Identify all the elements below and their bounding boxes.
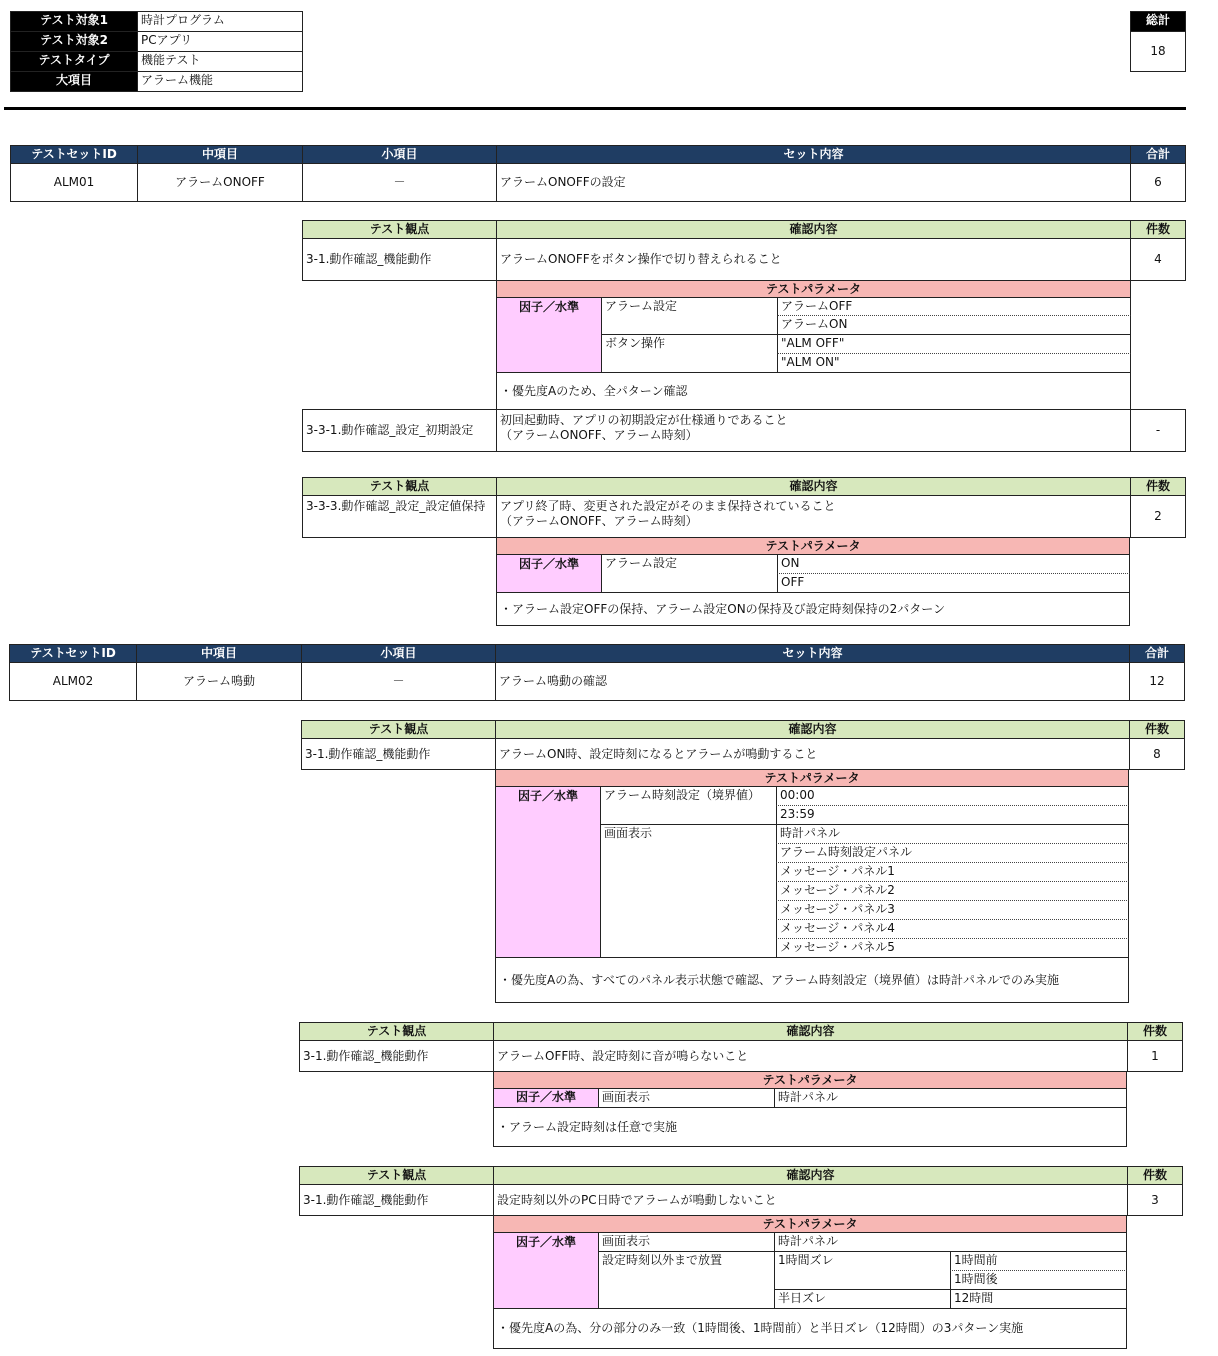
viewpoint-value: 3-1.動作確認_機能動作 (299, 1184, 494, 1216)
col-small: 小項目 (301, 644, 496, 663)
factor-name: 設定時刻以外まで放置 (598, 1251, 775, 1309)
sub-level-value: 12時間 (950, 1289, 1127, 1309)
check-value (496, 495, 1131, 538)
level-value: メッセージ・パネル3 (776, 900, 1129, 920)
level-value: ON (777, 554, 1130, 574)
col-sum: 合計 (1130, 145, 1186, 164)
col-viewpoint: テスト観点 (302, 477, 497, 496)
factor-name: アラーム時刻設定（境界値） (600, 786, 777, 825)
param-header: テストパラメータ (496, 280, 1131, 298)
viewpoint-value: 3-3-1.動作確認_設定_初期設定 (302, 409, 497, 452)
level-value: "ALM OFF" (777, 334, 1131, 354)
set-small: － (301, 662, 496, 701)
viewpoint-value: 3-3-3.動作確認_設定_設定値保持 (302, 495, 497, 538)
set-content: アラームONOFFの設定 (496, 163, 1131, 202)
header-label-major: 大項目 (10, 71, 138, 92)
set-small: － (302, 163, 497, 202)
grand-total-value: 18 (1130, 31, 1186, 72)
set-content: アラーム鳴動の確認 (495, 662, 1130, 701)
level-value: メッセージ・パネル2 (776, 881, 1129, 901)
factor-label: 因子／水準 (495, 786, 601, 958)
col-check: 確認内容 (496, 220, 1131, 239)
level-value: "ALM ON" (777, 353, 1131, 373)
check-value: アラームONOFFをボタン操作で切り替えられること (496, 238, 1131, 281)
header-value-target2: PCアプリ (137, 31, 303, 52)
check-value: アラームON時、設定時刻になるとアラームが鳴動すること (495, 738, 1130, 770)
factor-label: 因子／水準 (493, 1232, 599, 1309)
set-middle: アラームONOFF (137, 163, 303, 202)
count-value: 8 (1129, 738, 1185, 770)
col-set-id: テストセットID (10, 145, 138, 164)
param-note: ・アラーム設定時刻は任意で実施 (493, 1107, 1127, 1147)
col-middle: 中項目 (136, 644, 302, 663)
check-value: アラームOFF時、設定時刻に音が鳴らないこと (493, 1040, 1128, 1072)
col-viewpoint: テスト観点 (299, 1166, 494, 1185)
level-value: アラーム時刻設定パネル (776, 843, 1129, 863)
set-id: ALM02 (9, 662, 137, 701)
factor-name: 画面表示 (600, 824, 777, 958)
level-value: 半日ズレ (774, 1289, 951, 1309)
col-check: 確認内容 (493, 1022, 1128, 1041)
count-value: 4 (1130, 238, 1186, 281)
viewpoint-value: 3-1.動作確認_機能動作 (302, 238, 497, 281)
count-value: 3 (1127, 1184, 1183, 1216)
param-note: ・優先度Aの為、すべてのパネル表示状態で確認、アラーム時刻設定（境界値）は時計パネルでのみ実施 (495, 957, 1129, 1003)
param-header: テストパラメータ (495, 769, 1129, 787)
header-label-target1: テスト対象1 (10, 11, 138, 32)
level-value: 23:59 (776, 805, 1129, 825)
check-line: アプリ終了時、変更された設定がそのまま保持されていること (500, 499, 836, 513)
count-value: 2 (1130, 495, 1186, 538)
sub-level-value: 1時間前 (950, 1251, 1127, 1271)
header-label-target2: テスト対象2 (10, 31, 138, 52)
count-value: - (1130, 409, 1186, 452)
col-count: 件数 (1127, 1022, 1183, 1041)
col-small: 小項目 (302, 145, 497, 164)
col-viewpoint: テスト観点 (302, 220, 497, 239)
check-value: 設定時刻以外のPC日時でアラームが鳴動しないこと (493, 1184, 1128, 1216)
factor-name: アラーム設定 (601, 297, 778, 335)
level-value: アラームOFF (777, 297, 1131, 316)
factor-label: 因子／水準 (496, 554, 602, 593)
col-sum: 合計 (1129, 644, 1185, 663)
param-note: ・優先度Aのため、全パターン確認 (496, 372, 1131, 410)
header-divider (4, 107, 1186, 110)
factor-name: 画面表示 (598, 1232, 775, 1252)
set-id: ALM01 (10, 163, 138, 202)
sub-level-value: 1時間後 (950, 1270, 1127, 1290)
col-count: 件数 (1129, 720, 1185, 739)
check-line: 初回起動時、アプリの初期設定が仕様通りであること (500, 413, 788, 427)
set-sum: 6 (1130, 163, 1186, 202)
col-check: 確認内容 (496, 477, 1131, 496)
count-value: 1 (1127, 1040, 1183, 1072)
factor-label: 因子／水準 (496, 297, 602, 373)
level-value: 時計パネル (776, 824, 1129, 844)
param-note: ・アラーム設定OFFの保持、アラーム設定ONの保持及び設定時刻保持の2パターン (496, 592, 1130, 626)
param-header: テストパラメータ (496, 537, 1130, 555)
col-set-id: テストセットID (9, 644, 137, 663)
col-viewpoint: テスト観点 (301, 720, 496, 739)
col-count: 件数 (1130, 220, 1186, 239)
set-middle: アラーム鳴動 (136, 662, 302, 701)
factor-name: ボタン操作 (601, 334, 778, 373)
header-label-type: テストタイプ (10, 51, 138, 72)
header-value-type: 機能テスト (137, 51, 303, 72)
col-count: 件数 (1127, 1166, 1183, 1185)
level-value: メッセージ・パネル1 (776, 862, 1129, 882)
check-line: （アラームONOFF、アラーム時刻） (500, 428, 698, 442)
col-content: セット内容 (496, 145, 1131, 164)
level-value: 時計パネル (774, 1088, 1127, 1108)
col-check: 確認内容 (493, 1166, 1128, 1185)
param-header: テストパラメータ (493, 1215, 1127, 1233)
set-sum: 12 (1129, 662, 1185, 701)
param-note: ・優先度Aの為、分の部分のみ一致（1時間後、1時間前）と半日ズレ（12時間）の3パターン実施 (493, 1308, 1127, 1349)
col-check: 確認内容 (495, 720, 1130, 739)
header-value-target1: 時計プログラム (137, 11, 303, 32)
factor-label: 因子／水準 (493, 1088, 599, 1108)
col-count: 件数 (1130, 477, 1186, 496)
level-value: メッセージ・パネル5 (776, 938, 1129, 958)
header-value-major: アラーム機能 (137, 71, 303, 92)
col-viewpoint: テスト観点 (299, 1022, 494, 1041)
param-header: テストパラメータ (493, 1071, 1127, 1089)
viewpoint-value: 3-1.動作確認_機能動作 (299, 1040, 494, 1072)
col-content: セット内容 (495, 644, 1130, 663)
level-value: 00:00 (776, 786, 1129, 806)
level-value: OFF (777, 573, 1130, 593)
grand-total-label: 総計 (1130, 11, 1186, 32)
col-middle: 中項目 (137, 145, 303, 164)
check-line: （アラームONOFF、アラーム時刻） (500, 514, 698, 528)
check-value (496, 409, 1131, 452)
viewpoint-value: 3-1.動作確認_機能動作 (301, 738, 496, 770)
level-value: 時計パネル (774, 1232, 1127, 1252)
level-value: 1時間ズレ (774, 1251, 951, 1290)
factor-name: アラーム設定 (601, 554, 778, 593)
factor-name: 画面表示 (598, 1088, 775, 1108)
level-value: アラームON (777, 315, 1131, 335)
level-value: メッセージ・パネル4 (776, 919, 1129, 939)
